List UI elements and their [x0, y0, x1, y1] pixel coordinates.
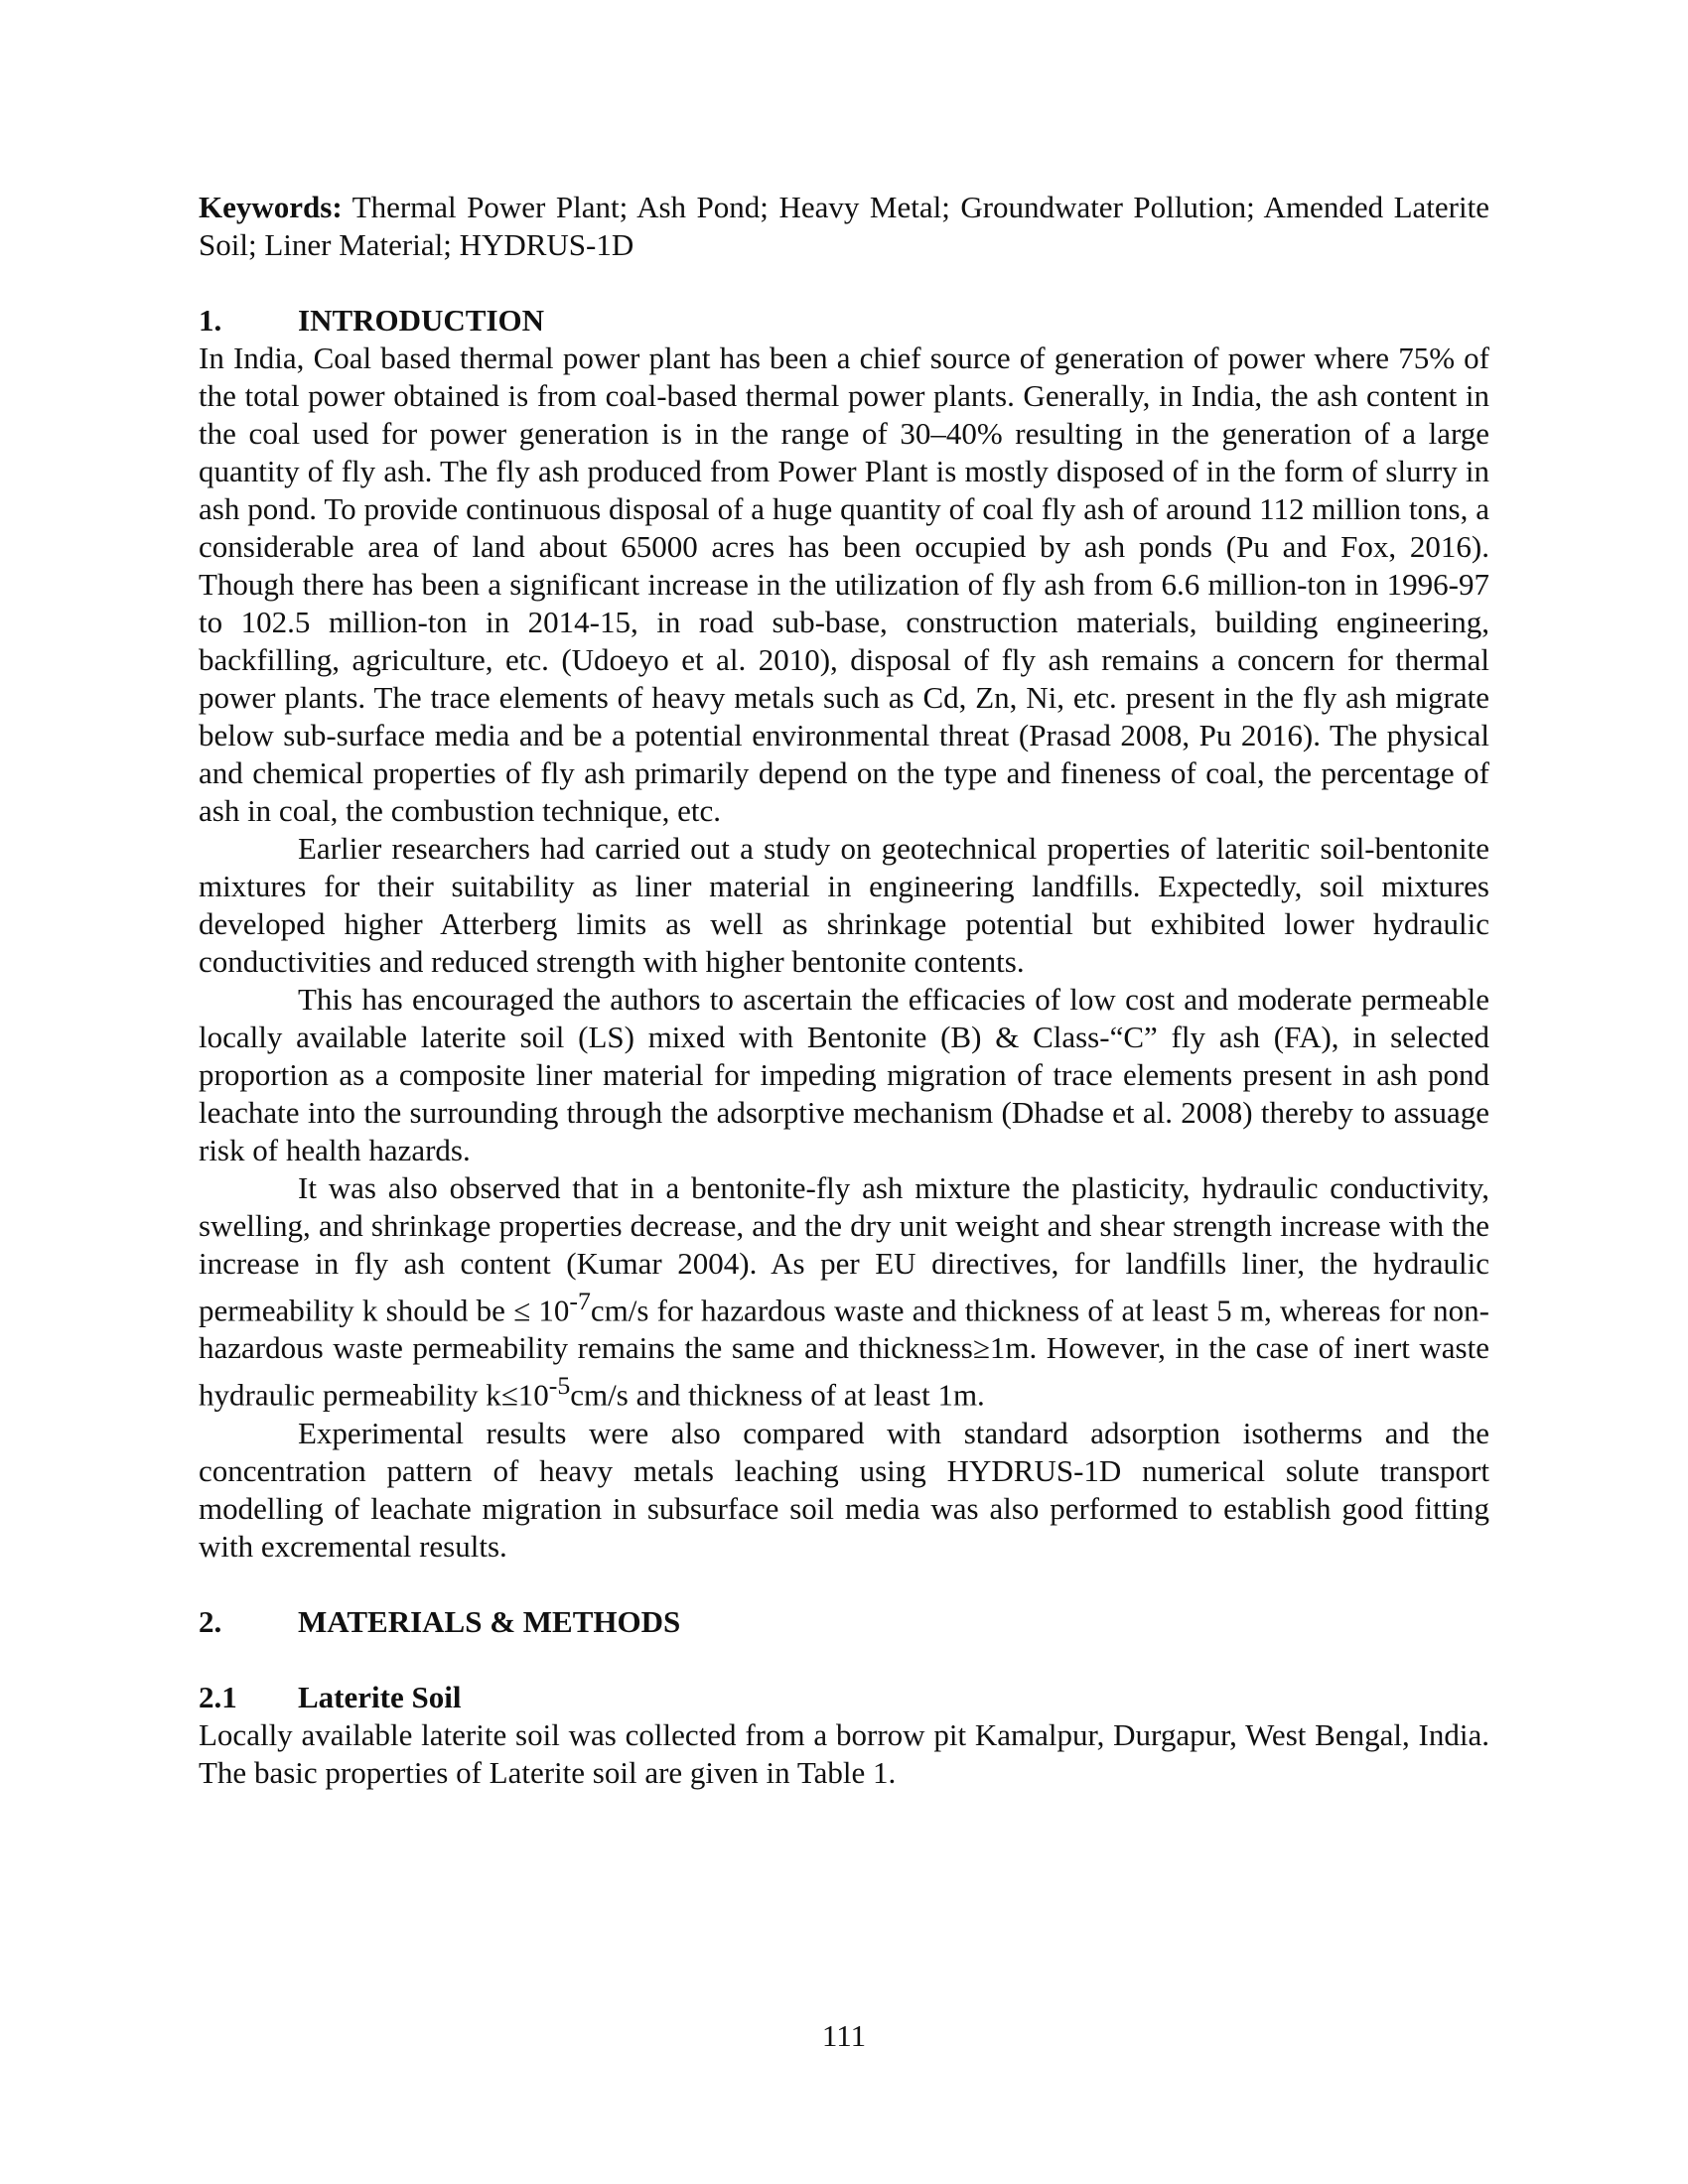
page-body: [199, 189, 1489, 1792]
intro-paragraph-1: In India, Coal based thermal power plant has been a chief source of generation of power where 75% of the total power obtained is from coal-based thermal power plants. Generally, in India, the ash content in the coal used for power generation is in the range of 30–40% resulting in the generation of a large quantity of fly ash. The fly ash produced from Power Plant is mostly disposed of in the form of slurry in ash pond. To provide continuous disposal of a huge quantity of coal fly ash of around 112 million tons, a considerable area of land about 65000 acres has been occupied by ash ponds (Pu and Fox, 2016). Though there has been a significant increase in the utilization of fly ash from 6.6 million-ton in 1996-97 to 102.5 million-ton in 2014-15, in road sub-base, construction materials, building engineering, backfilling, agriculture, etc. (Udoeyo et al. 2010), disposal of fly ash remains a concern for thermal power plants. The trace elements of heavy metals such as Cd, Zn, Ni, etc. present in the fly ash migrate below sub-surface media and be a potential environmental threat (Prasad 2008, Pu 2016). The physical and chemical properties of fly ash primarily depend on the type and fineness of coal, the percentage of ash in coal, the combustion technique, etc.: [199, 341, 1489, 828]
subsection-heading-laterite-soil: [199, 1679, 1489, 1716]
subsection-title: Laterite Soil: [298, 1679, 462, 1714]
exponent-1: -7: [569, 1287, 591, 1315]
section-number: 2.: [199, 1603, 222, 1639]
intro-paragraph-2: Earlier researchers had carried out a study on geotechnical properties of lateritic soil-bentonite mixtures for their suitability as liner material in engineering landfills. Expectedly, soil mixtures developed higher Atterberg limits as well as shrinkage potential but exhibited lower hydraulic conductivities and reduced strength with higher bentonite contents.: [199, 831, 1489, 979]
subsection-number: 2.1: [199, 1679, 237, 1714]
section-heading-introduction: [199, 302, 1489, 340]
intro-paragraph-3: This has encouraged the authors to ascertain the efficacies of low cost and moderate permeable locally available laterite soil (LS) mixed with Bentonite (B) & Class-“C” fly ash (FA), in selected proportion as a composite liner material for impeding migration of trace elements present in ash pond leachate into the surrounding through the adsorptive mechanism (Dhadse et al. 2008) thereby to assuage risk of health hazards.: [199, 982, 1489, 1167]
keywords-paragraph: [199, 189, 1489, 264]
section-title: MATERIALS & METHODS: [298, 1603, 681, 1639]
intro-paragraph-5: Experimental results were also compared with standard adsorption isotherms and the concentration pattern of heavy metals leaching using HYDRUS-1D numerical solute transport modelling of leachate migration in subsurface soil media was also performed to establish good fitting with excremental results.: [199, 1415, 1489, 1564]
intro-paragraph-4: [199, 1169, 1489, 1415]
page-number: 111: [821, 2018, 867, 2053]
section-title: INTRODUCTION: [298, 303, 545, 338]
intro-paragraph-4-part-a: It was also observed that in a bentonite-fly ash mixture the plasticity, hydraulic conductivity, swelling, and shrinkage properties decrease, and the dry unit weight and shear strength increase with the increase in fly ash content (Kumar 2004). As per EU directives, for landfills liner, the hydraulic permeability k should be ≤ 10: [199, 1170, 1489, 1328]
section-number: 1.: [199, 303, 222, 338]
exponent-2: -5: [548, 1371, 571, 1401]
keywords-label: Keywords:: [199, 190, 343, 224]
keywords-text: Thermal Power Plant; Ash Pond; Heavy Metal; Groundwater Pollution; Amended Laterite Soil; Liner Material; HYDRUS-1D: [199, 190, 1489, 262]
intro-paragraph-4-part-c: cm/s and thickness of at least 1m.: [570, 1377, 985, 1413]
laterite-paragraph-1: Locally available laterite soil was collected from a borrow pit Kamalpur, Durgapur, West Bengal, India. The basic properties of Laterite soil are given in Table 1.: [199, 1716, 1489, 1790]
intro-paragraph-4-part-b: cm/s for hazardous waste and thickness of at least 5 m, whereas for non-hazardous waste permeability remains the same and thickness≥1m. However, in the case of inert waste hydraulic permeability k≤10: [199, 1293, 1489, 1413]
section-heading-materials-methods: [199, 1603, 1489, 1641]
